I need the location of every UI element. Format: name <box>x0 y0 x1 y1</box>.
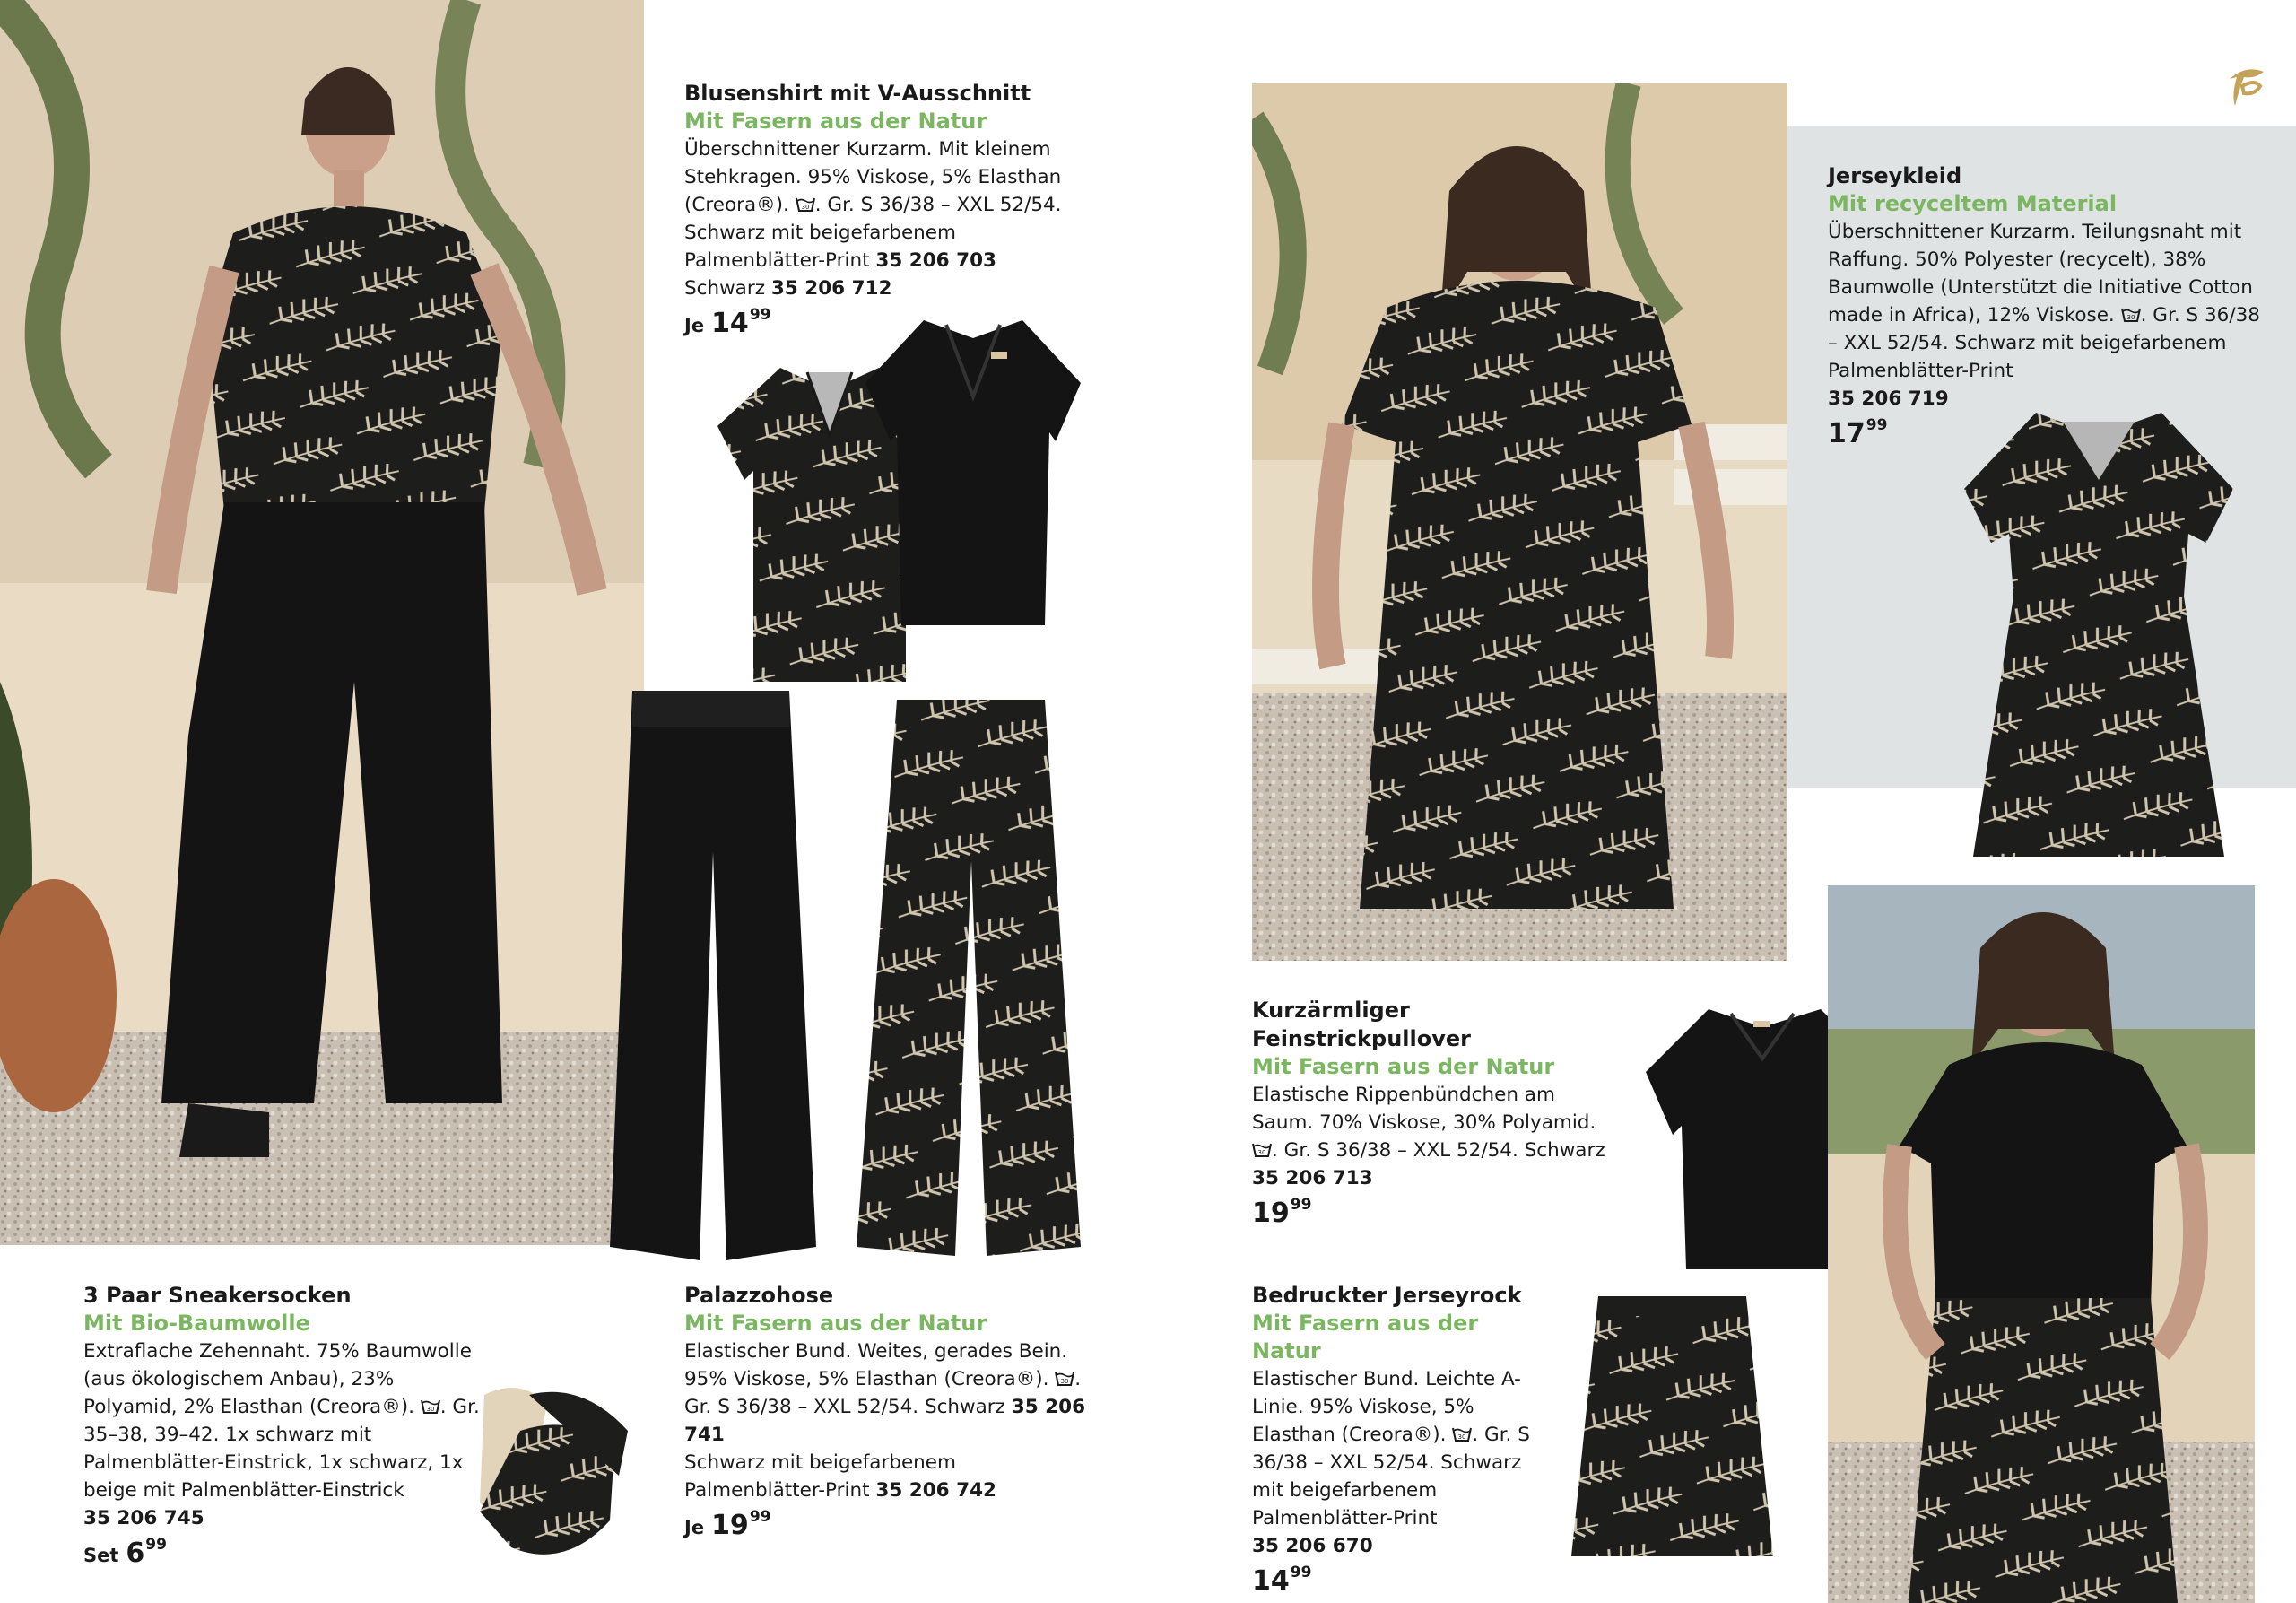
product-title: Bedruckter Jerseyrock <box>1252 1283 1522 1308</box>
photo-woman-dress <box>1252 83 1787 961</box>
product-description: Elastische Rippenbündchen am Saum. 70% Viskose, 30% Polyamid. 30 . Gr. S 36/38 – XXL 52/54. Schwarz 35 206 713 <box>1252 1084 1605 1189</box>
article-number: 35 206 703 <box>875 249 997 272</box>
socks-image <box>466 1377 637 1570</box>
jerseyrock-image <box>1571 1296 1773 1561</box>
product-description: Elastischer Bund. Leichte A-Linie. 95% Viskose, 5% Elasthan (Creora®). 30 . Gr. S 36/38 – XXL 52/54. Schwarz mit beigefarbenem Palmenblätter-Print 35 206 670 <box>1252 1368 1530 1557</box>
svg-text:30: 30 <box>426 1406 435 1413</box>
product-description: Überschnittener Kurzarm. Mit kleinem Stehkragen. 95% Viskose, 5% Elasthan (Creora®). 30 . Gr. S 36/38 – XXL 52/54. Schwarz mit beigefarbenem Palmenblätter-Print 35 206 703 Schwarz 35 206 712 <box>684 138 1062 300</box>
price: $14^{99}$ <box>1252 1564 1312 1597</box>
product-title: Kurzärmliger Feinstrickpullover <box>1252 998 1471 1051</box>
product-subtitle: Mit Fasern aus der Natur <box>1252 1054 1555 1079</box>
wash-symbol-icon <box>1452 1426 1472 1442</box>
product-title: Blusenshirt mit V-Ausschnitt <box>684 81 1031 106</box>
wash-symbol-icon <box>2121 307 2141 323</box>
price: Je $19^{99}$ <box>684 1508 771 1541</box>
article-number: 35 206 745 <box>83 1507 204 1529</box>
product-title: 3 Paar Sneakersocken <box>83 1283 352 1308</box>
photo-woman-blouse-palazzo <box>0 0 644 1245</box>
palazzo-printed-image <box>857 700 1081 1260</box>
product-subtitle: Mit Fasern aus der Natur <box>1252 1311 1479 1363</box>
article-number: 35 206 741 <box>684 1396 1086 1446</box>
wash-symbol-icon <box>1055 1371 1074 1387</box>
svg-text:30: 30 <box>2126 314 2135 321</box>
product-feinstrickpullover <box>1252 996 1620 1229</box>
palazzo-black-image <box>610 691 816 1265</box>
wash-symbol-icon <box>1252 1142 1272 1158</box>
price: $19^{99}$ <box>1252 1196 1312 1229</box>
svg-text:30: 30 <box>801 204 810 211</box>
tchibo-logo-icon <box>2219 59 2273 113</box>
article-number: 35 206 712 <box>770 277 892 300</box>
photo-woman-top-skirt <box>1828 885 2255 1603</box>
product-subtitle: Mit recyceltem Material <box>1828 191 2118 216</box>
price: Je $14^{99}$ <box>684 306 771 339</box>
wash-symbol-icon <box>421 1398 440 1415</box>
jerseykleid-image <box>1964 408 2233 875</box>
article-number: 35 206 670 <box>1252 1535 1373 1557</box>
blouse-black-image <box>865 316 1081 630</box>
product-palazzohose <box>684 1281 1088 1541</box>
product-title: Jerseykleid <box>1828 163 1962 188</box>
svg-text:30: 30 <box>1457 1433 1466 1441</box>
product-subtitle: Mit Fasern aus der Natur <box>684 109 987 134</box>
price: Set $6^{99}$ <box>83 1536 167 1569</box>
product-description: Extraflache Zehennaht. 75% Baumwolle (aus ökologischem Anbau), 23% Polyamid, 2% Elasthan (Creora®). 30 . Gr. 35–38, 39–42. 1x schwarz mit Palmenblätter-Einstrick, 1x schwarz, 1x beige mit Palmenblätter-Einstrick 35 206 745 <box>83 1340 480 1529</box>
svg-text:30: 30 <box>1257 1149 1266 1156</box>
product-jerseykleid <box>1828 161 2267 449</box>
product-description: Überschnittener Kurzarm. Teilungsnaht mit Raffung. 50% Polyester (recycelt), 38% Baumwolle (Unterstützt die Initiative Cotton made in Africa), 12% Viskose. 30 . Gr. S 36/38 – XXL 52/54. Schwarz mit beigefarbenem Palmenblätter-Print 35 206 719 <box>1828 221 2260 410</box>
product-sneakersocken <box>83 1281 487 1569</box>
price: $17^{99}$ <box>1828 416 1888 449</box>
product-jerseyrock <box>1252 1281 1548 1597</box>
product-blusenshirt <box>684 79 1079 339</box>
product-title: Palazzohose <box>684 1283 834 1308</box>
wash-symbol-icon <box>796 196 815 213</box>
article-number: 35 206 713 <box>1252 1167 1373 1189</box>
product-description: Elastischer Bund. Weites, gerades Bein. 95% Viskose, 5% Elasthan (Creora®). 30 . Gr. S 36/38 – XXL 52/54. Schwarz 35 206 741 Schwarz mit beigefarbenem Palmenblätter-Print 35 206 742 <box>684 1340 1086 1502</box>
svg-text:30: 30 <box>1060 1378 1069 1385</box>
article-number: 35 206 742 <box>875 1479 997 1502</box>
product-subtitle: Mit Fasern aus der Natur <box>684 1311 987 1336</box>
article-number: 35 206 719 <box>1828 388 1949 410</box>
product-subtitle: Mit Bio-Baumwolle <box>83 1311 310 1336</box>
